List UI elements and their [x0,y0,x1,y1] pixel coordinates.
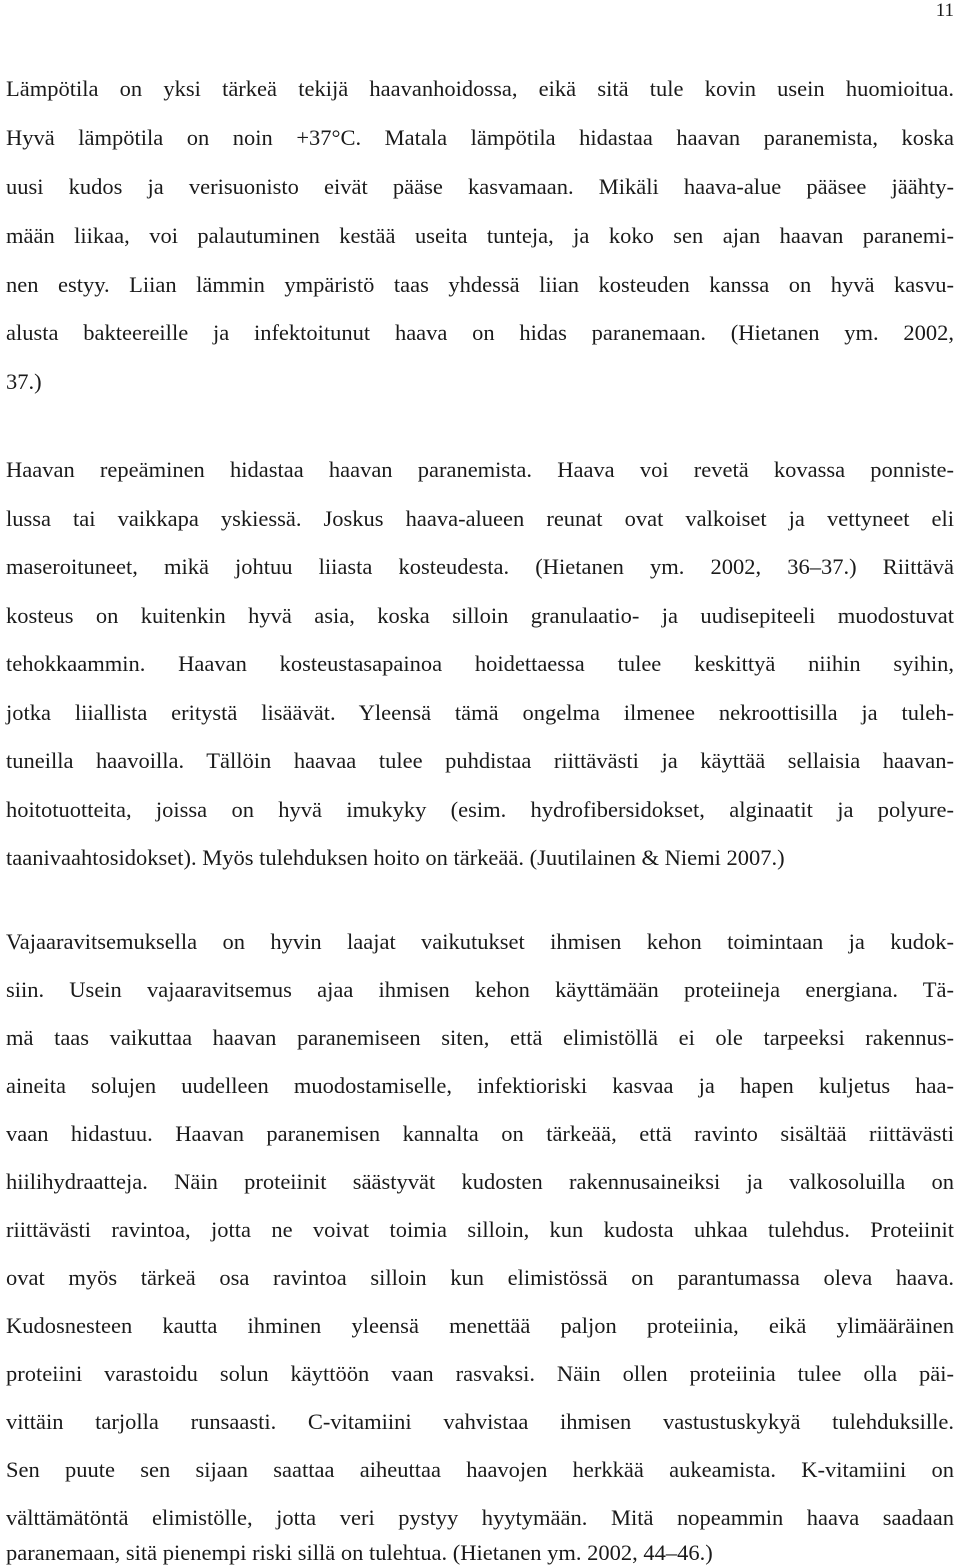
text-line: vaan hidastuu. Haavan paranemisen kannalta on tärkeää, että ravinto sisältää riittävästi [6,1121,954,1146]
text-line: nen estyy. Liian lämmin ympäristö taas yhdessä liian kosteuden kanssa on hyvä kasvu- [6,272,954,297]
text-line: Haavan repeäminen hidastaa haavan paranemista. Haava voi revetä kovassa ponniste- [6,457,954,482]
text-line: Vajaaravitsemuksella on hyvin laajat vaikutukset ihmisen kehon toimintaan ja kudok- [6,929,954,954]
text-line: lussa tai vaikkapa yskiessä. Joskus haava-alueen reunat ovat valkoiset ja vettyneet eli [6,506,954,531]
text-line: aineita solujen uudelleen muodostamiselle, infektioriski kasvaa ja hapen kuljetus haa- [6,1073,954,1098]
text-line: Kudosnesteen kautta ihminen yleensä menettää paljon proteiinia, eikä ylimääräinen [6,1313,954,1338]
text-line: Sen puute sen sijaan saattaa aiheuttaa haavojen herkkää aukeamista. K-vitamiini on [6,1457,954,1482]
text-line: jotka liiallista eritystä lisäävät. Yleensä tämä ongelma ilmenee nekroottisilla ja tuleh- [6,700,954,725]
page-number: 11 [935,0,954,21]
text-line: mään liikaa, voi palautuminen kestää useita tunteja, ja koko sen ajan haavan paranemi- [6,223,954,248]
text-line: Lämpötila on yksi tärkeä tekijä haavanhoidossa, eikä sitä tule kovin usein huomioitua. [6,76,954,101]
text-line: siin. Usein vajaaravitsemus ajaa ihmisen kehon käyttämään proteiineja energiana. Tä- [6,977,954,1002]
text-line: mä taas vaikuttaa haavan paranemiseen siten, että elimistöllä ei ole tarpeeksi rakennus- [6,1025,954,1050]
text-line: kosteus on kuitenkin hyvä asia, koska silloin granulaatio- ja uudisepiteeli muodostuvat [6,603,954,628]
text-line: taanivaahtosidokset). Myös tulehduksen hoito on tärkeää. (Juutilainen & Niemi 2007.) [6,845,785,870]
text-line: vittäin tarjolla runsaasti. C-vitamiini vahvistaa ihmisen vastustuskykyä tulehduksille. [6,1409,954,1434]
text-line: alusta bakteereille ja infektoitunut haava on hidas paranemaan. (Hietanen ym. 2002, [6,320,954,345]
text-line: 37.) [6,369,42,394]
text-line: paranemaan, sitä pienempi riski sillä on tulehtua. (Hietanen ym. 2002, 44–46.) [6,1540,713,1565]
text-line: ovat myös tärkeä osa ravintoa silloin kun elimistössä on parantumassa oleva haava. [6,1265,954,1290]
text-line: proteiini varastoidu solun käyttöön vaan rasvaksi. Näin ollen proteiinia tulee olla päi- [6,1361,954,1386]
text-line: tehokkaammin. Haavan kosteustasapainoa hoidettaessa tulee keskittyä niihin syihin, [6,651,954,676]
text-line: maseroituneet, mikä johtuu liiasta kosteudesta. (Hietanen ym. 2002, 36–37.) Riittävä [6,554,954,579]
text-line: hoitotuotteita, joissa on hyvä imukyky (esim. hydrofibersidokset, alginaatit ja polyure- [6,797,954,822]
text-line: välttämätöntä elimistölle, jotta veri pystyy hyytymään. Mitä nopeammin haava saadaan [6,1505,954,1530]
text-line: hiilihydraatteja. Näin proteiinit säästyvät kudosten rakennusaineiksi ja valkosoluilla on [6,1169,954,1194]
text-line: riittävästi ravintoa, jotta ne voivat toimia silloin, kun kudosta uhkaa tulehdus. Proteiinit [6,1217,954,1242]
text-line: uusi kudos ja verisuonisto eivät pääse kasvamaan. Mikäli haava-alue pääsee jäähty- [6,174,954,199]
text-line: Hyvä lämpötila on noin +37°C. Matala lämpötila hidastaa haavan paranemista, koska [6,125,954,150]
text-line: tuneilla haavoilla. Tällöin haavaa tulee puhdistaa riittävästi ja käyttää sellaisia haavan- [6,748,954,773]
